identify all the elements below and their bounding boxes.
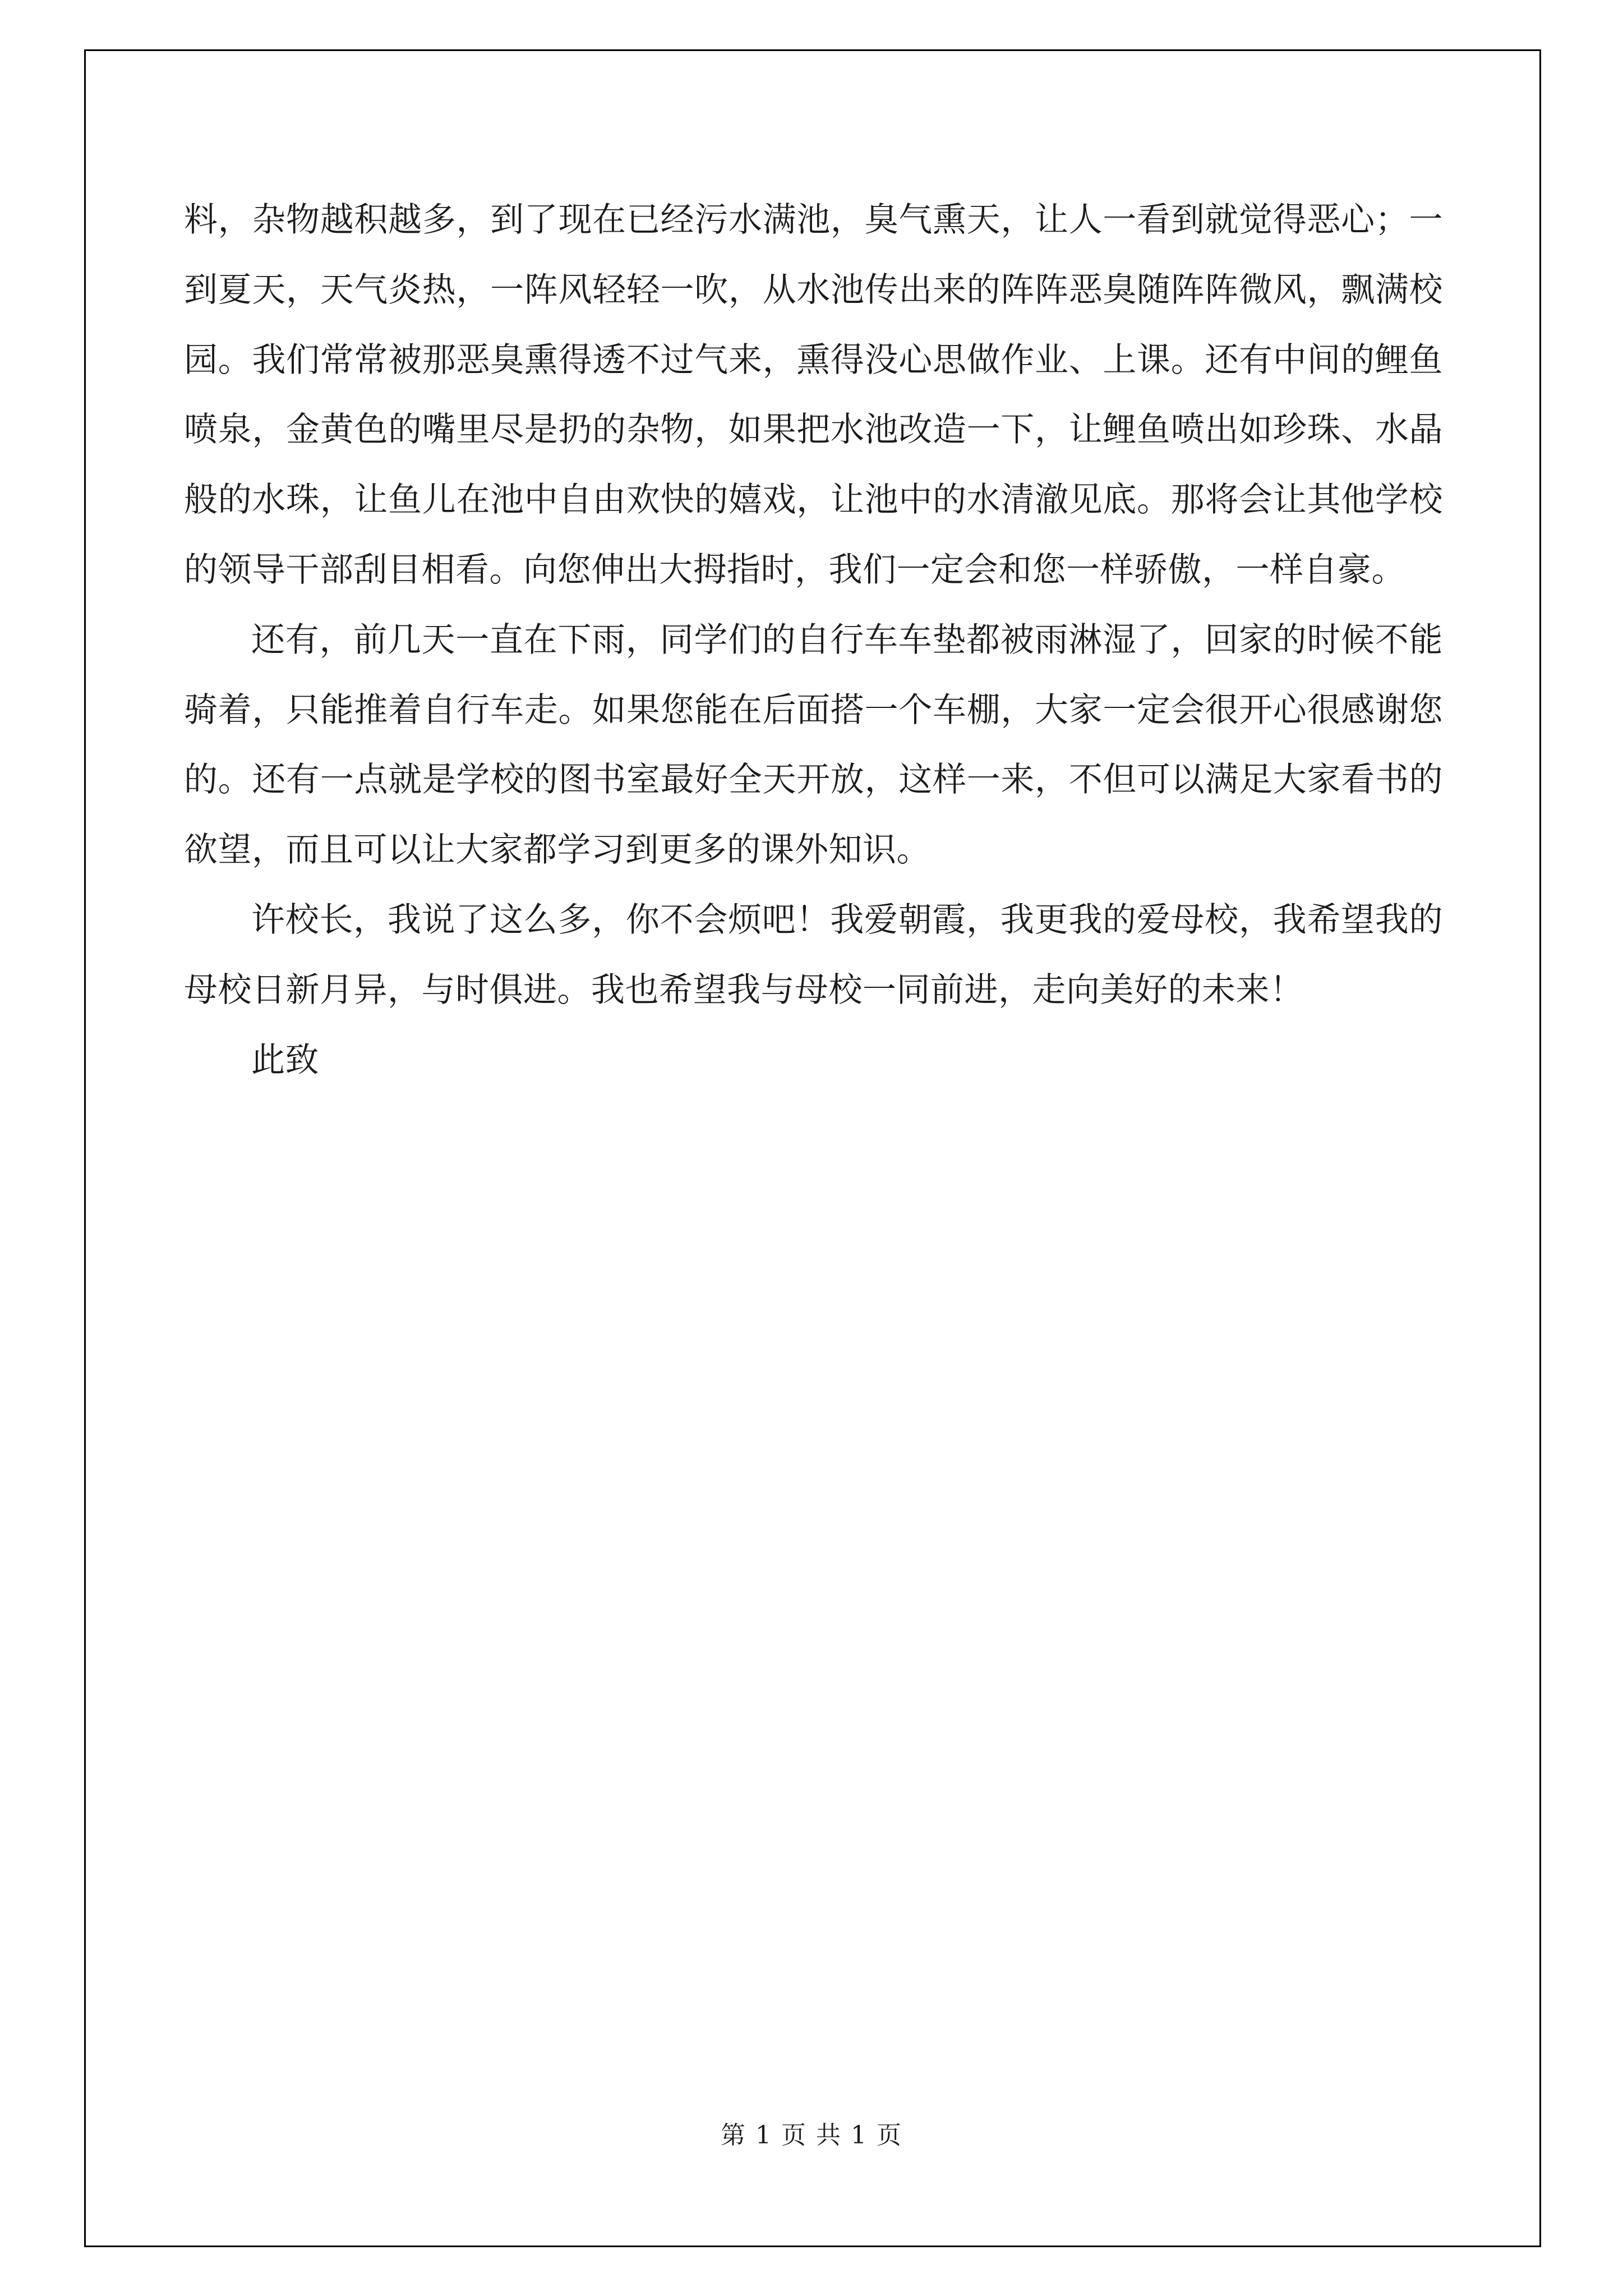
paragraph-3: 许校长，我说了这么多，你不会烦吧！我爱朝霞，我更我的爱母校，我希望我的母校日新月异，与时俱进。我也希望我与母校一同前进，走向美好的未来！ <box>184 900 1443 1010</box>
document-body <box>184 185 1443 1095</box>
paragraph-2: 还有，前几天一直在下雨，同学们的自行车车垫都被雨淋湿了，回家的时候不能骑着，只能推着自行车走。如果您能在后面搭一个车棚，大家一定会很开心很感谢您的。还有一点就是学校的图书室最好全天开放，这样一来，不但可以满足大家看书的欲望，而且可以让大家都学习到更多的课外知识。 <box>184 620 1443 870</box>
paragraph-1: 料，杂物越积越多，到了现在已经污水满池，臭气熏天，让人一看到就觉得恶心；一到夏天，天气炎热，一阵风轻轻一吹，从水池传出来的阵阵恶臭随阵阵微风，飘满校园。我们常常被那恶臭熏得透不过气来，熏得没心思做作业、上课。还有中间的鲤鱼喷泉，金黄色的嘴里尽是扔的杂物，如果把水池改造一下，让鲤鱼喷出如珍珠、水晶般的水珠，让鱼儿在池中自由欢快的嬉戏，让池中的水清澈见底。那将会让其他学校的领导干部刮目相看。向您伸出大拇指时，我们一定会和您一样骄傲，一样自豪。 <box>184 200 1443 590</box>
paragraph-4-closing: 此致 <box>251 1040 319 1080</box>
page-footer: 第 1 页 共 1 页 <box>721 2121 902 2150</box>
